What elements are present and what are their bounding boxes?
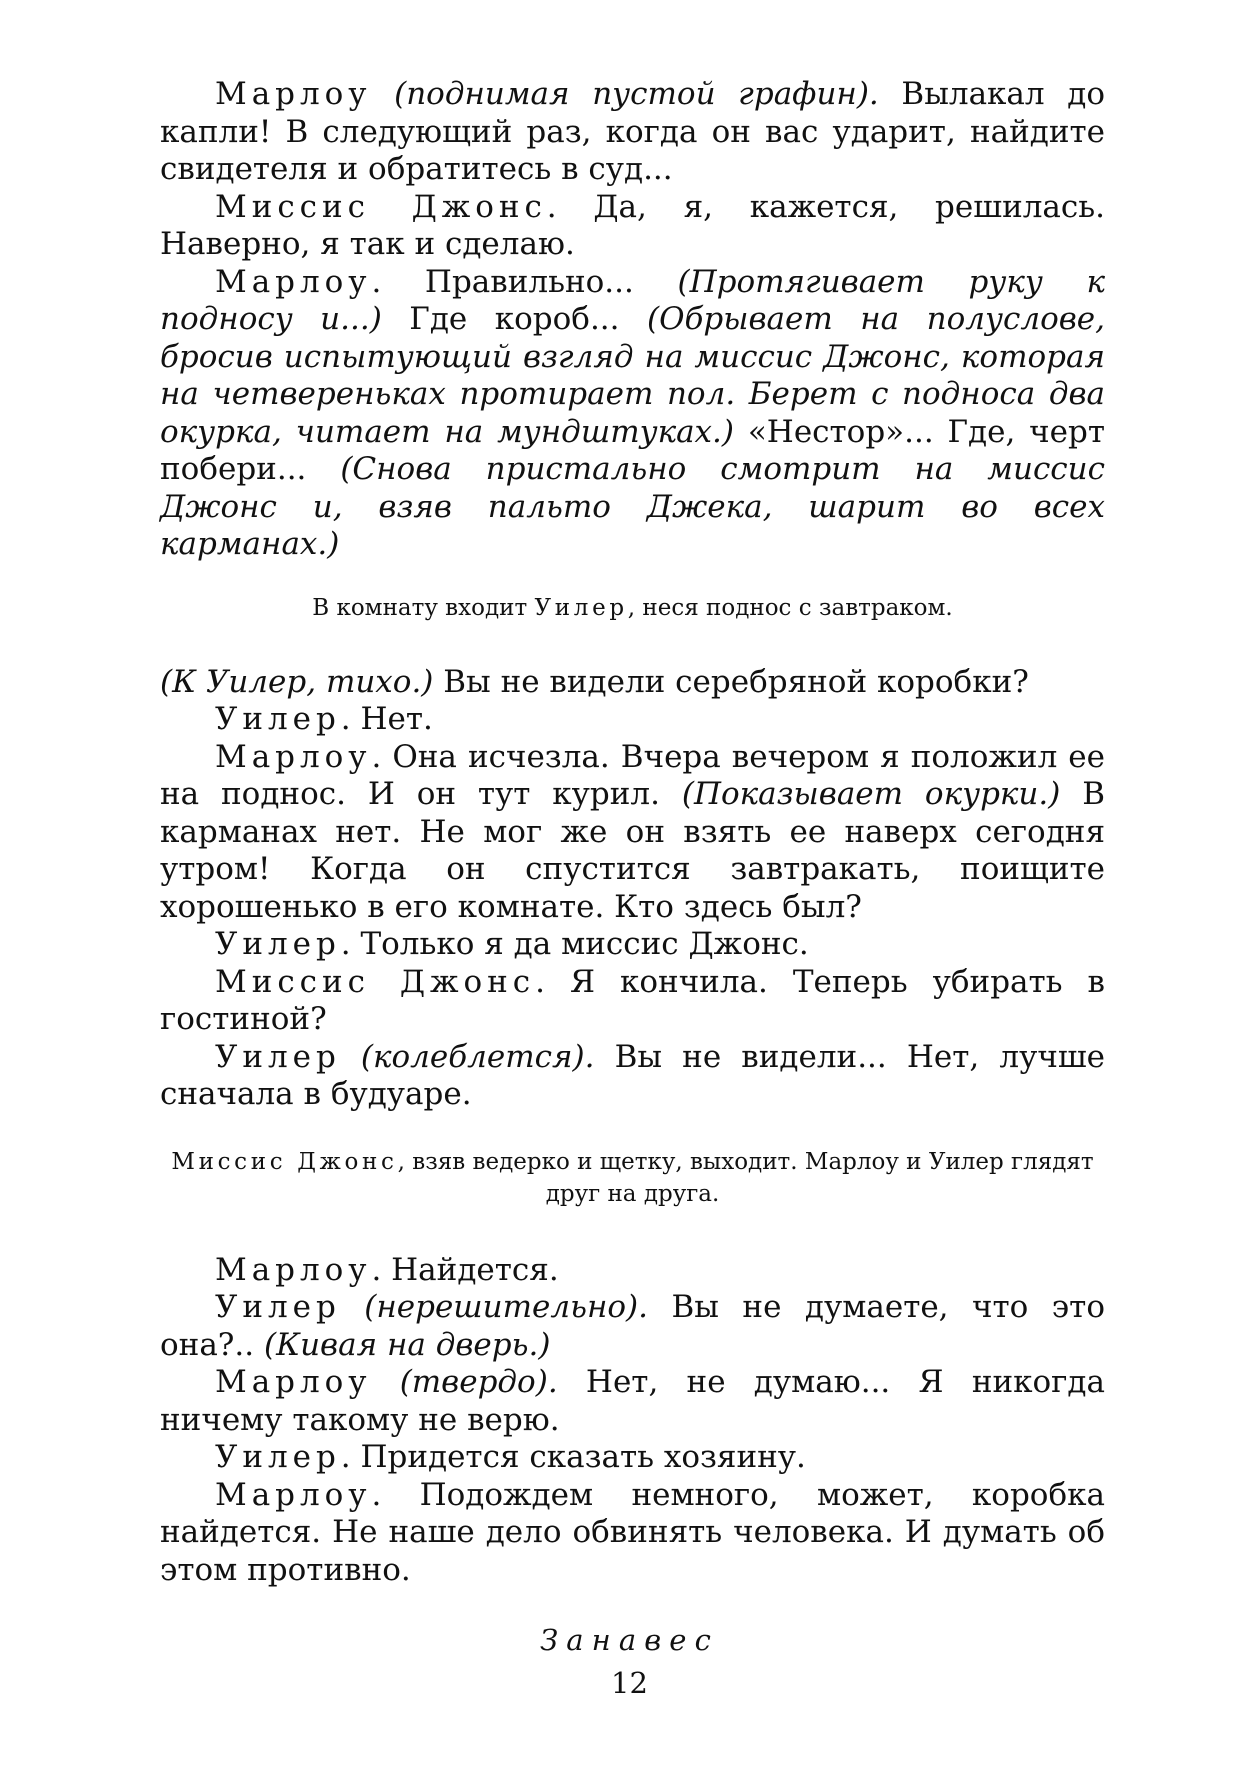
stage-note	[160, 592, 1105, 624]
stage-direction: (Протягивает руку к подносу и...)	[160, 263, 1105, 337]
stage-note-text: , взяв ведерко и щетку, выходит. Марлоу и Уилер глядят друг на друга.	[397, 1148, 1094, 1207]
dialogue-line	[160, 1252, 1105, 1290]
speaker-name: Уилер	[215, 1289, 341, 1325]
line-text: . Правильно...	[371, 263, 678, 300]
dialogue-line	[160, 264, 1105, 564]
line-text: . Подождем немного, может, коробка найдется. Не наше дело обвинять человека. И думать об этом противно.	[160, 1476, 1105, 1588]
dialogue-line	[160, 701, 1105, 739]
line-text: . Я кончила. Теперь убирать в гостиной?	[160, 963, 1106, 1037]
stage-direction: (поднимая пустой графин).	[394, 76, 879, 112]
line-text: Нет, не думаю... Я никогда ничему такому не верю.	[160, 1364, 1105, 1438]
dialogue-line	[160, 664, 1105, 702]
speaker-name: Уилер	[215, 926, 341, 962]
dialogue-line	[160, 964, 1105, 1039]
speaker-name: Миссис Джонс	[215, 188, 547, 225]
line-text: . Только я да миссис Джонс.	[340, 926, 809, 962]
dialogue-line	[160, 1477, 1105, 1590]
line-text: . Нет.	[340, 701, 433, 737]
line-text: . Придется сказать хозяину.	[340, 1439, 806, 1475]
line-text: . Она исчезла. Вчера вечером я положил ее на поднос. И он тут курил.	[160, 738, 1105, 812]
speaker-name: Уилер	[215, 1038, 341, 1075]
line-text: . Да, я, кажется, решилась. Наверно, я так и сделаю.	[160, 188, 1105, 262]
stage-direction: (Снова пристально смотрит на миссис Джонс и, взяв пальто Джека, шарит во всех карманах.)	[160, 451, 1105, 562]
dialogue-line	[160, 1439, 1105, 1477]
speaker-name: Миссис Джонс	[215, 963, 536, 1000]
line-text: Вы не думаете, что это она?..	[160, 1289, 1105, 1363]
line-text: Вылакал до капли! В следующий раз, когда он вас ударит, найдите свидетеля и обратитесь в суд...	[160, 76, 1105, 187]
stage-note-text: , неся поднос с завтраком.	[627, 594, 953, 621]
speaker-name: Марлоу	[215, 263, 372, 300]
dialogue-line	[160, 1289, 1105, 1364]
dialogue-line	[160, 1364, 1105, 1439]
line-text: Вы не видели серебряной коробки?	[433, 663, 1029, 700]
line-text: «Нестор»... Где, черт побери...	[160, 413, 1105, 487]
dialogue-line	[160, 1039, 1105, 1114]
speaker-name: Марлоу	[215, 76, 372, 112]
speaker-name: Уилер	[215, 701, 341, 737]
speaker-name: Марлоу	[215, 1364, 372, 1400]
stage-direction: (Кивая на дверь.)	[264, 1326, 551, 1363]
stage-direction: (Показывает окурки.)	[681, 776, 1061, 812]
dialogue-line	[160, 189, 1105, 264]
speaker-name: Марлоу	[215, 1476, 372, 1513]
dialogue-line	[160, 926, 1105, 964]
line-text: Вы не видели... Нет, лучше сначала в будуаре.	[160, 1038, 1105, 1112]
line-text: Где короб...	[381, 301, 647, 337]
line-text: . Найдется.	[371, 1251, 559, 1288]
stage-direction: (нерешительно).	[364, 1289, 649, 1325]
stage-direction: (К Уилер, тихо.)	[160, 663, 434, 700]
line-text: В карманах нет. Не мог же он взять ее наверх сегодня утром! Когда он спустится завтракать, поищите хорошенько в его комнате. Кто здесь был?	[160, 776, 1105, 925]
stage-direction: (твердо).	[399, 1364, 558, 1400]
curtain-caption: Занавес	[540, 1623, 719, 1657]
play-text	[160, 76, 1105, 1589]
dialogue-line	[160, 76, 1105, 189]
speaker-name: Марлоу	[215, 1251, 372, 1288]
speaker-name: Уилер	[534, 594, 628, 621]
speaker-name: Марлоу	[215, 738, 372, 775]
speaker-name: Уилер	[215, 1439, 341, 1475]
stage-direction: (Обрывает на полуслове, бросив испытующий взгляд на миссис Джонс, которая на четвереньках протирает пол. Берет с подноса два окурка, читает на мундштуках.)	[160, 301, 1105, 450]
dialogue-line	[160, 739, 1105, 927]
stage-direction: (колеблется).	[360, 1038, 595, 1075]
stage-note-text: В комнату входит	[312, 594, 535, 621]
speaker-name: Миссис Джонс	[171, 1148, 398, 1175]
page-number: 12	[611, 1666, 648, 1700]
stage-note	[160, 1146, 1105, 1210]
